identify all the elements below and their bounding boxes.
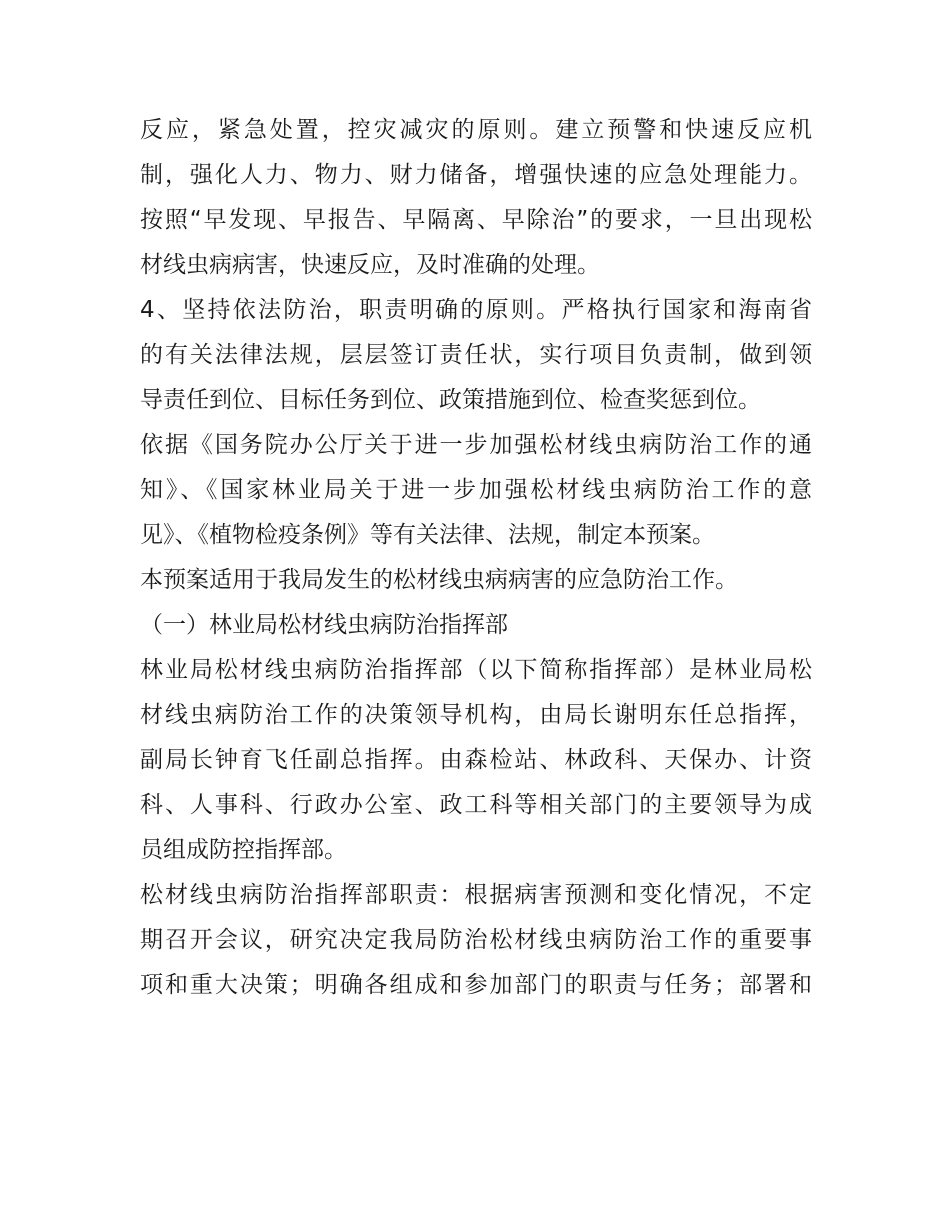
text-line: 松材线虫病防治指挥部职责：根据病害预测和变化情况，不定: [140, 882, 812, 908]
text-line: 反应，紧急处置，控灾减灾的原则。建立预警和快速反应机: [140, 117, 812, 143]
text-line: 员组成防控指挥部。: [140, 837, 347, 863]
text-line: 材线虫病病害，快速反应，及时准确的处理。: [140, 252, 600, 278]
text-line: 期召开会议，研究决定我局防治松材线虫病防治工作的重要事: [140, 927, 812, 953]
text-line: 本预案适用于我局发生的松材线虫病病害的应急防治工作。: [140, 567, 738, 593]
text-line: 依据《国务院办公厅关于进一步加强松材线虫病防治工作的通: [140, 432, 812, 458]
text-line: 知》、《国家林业局关于进一步加强松材线虫病防治工作的意: [140, 477, 812, 503]
text-line: 导责任到位、目标任务到位、政策措施到位、检查奖惩到位。: [140, 387, 761, 413]
body-text: [140, 108, 812, 1008]
text-line: 项和重大决策；明确各组成和参加部门的职责与任务；部署和: [140, 972, 812, 998]
text-line: 材线虫病防治工作的决策领导机构，由局长谢明东任总指挥，: [140, 702, 812, 728]
text-line: 按照“早发现、早报告、早隔离、早除治”的要求，一旦出现松: [140, 207, 812, 233]
text-line: 科、人事科、行政办公室、政工科等相关部门的主要领导为成: [140, 792, 812, 818]
text-line: （一）林业局松材线虫病防治指挥部: [140, 612, 508, 638]
text-line: 见》、《植物检疫条例》等有关法律、法规，制定本预案。: [140, 522, 715, 548]
text-line: 制，强化人力、物力、财力储备，增强快速的应急处理能力。: [140, 162, 812, 188]
text-line: 林业局松材线虫病防治指挥部（以下简称指挥部）是林业局松: [140, 657, 812, 683]
text-line: 的有关法律法规，层层签订责任状，实行项目负责制，做到领: [140, 342, 812, 368]
text-line: 副局长钟育飞任副总指挥。由森检站、林政科、天保办、计资: [140, 747, 812, 773]
text-line: 4、坚持依法防治，职责明确的原则。严格执行国家和海南省: [140, 297, 812, 323]
